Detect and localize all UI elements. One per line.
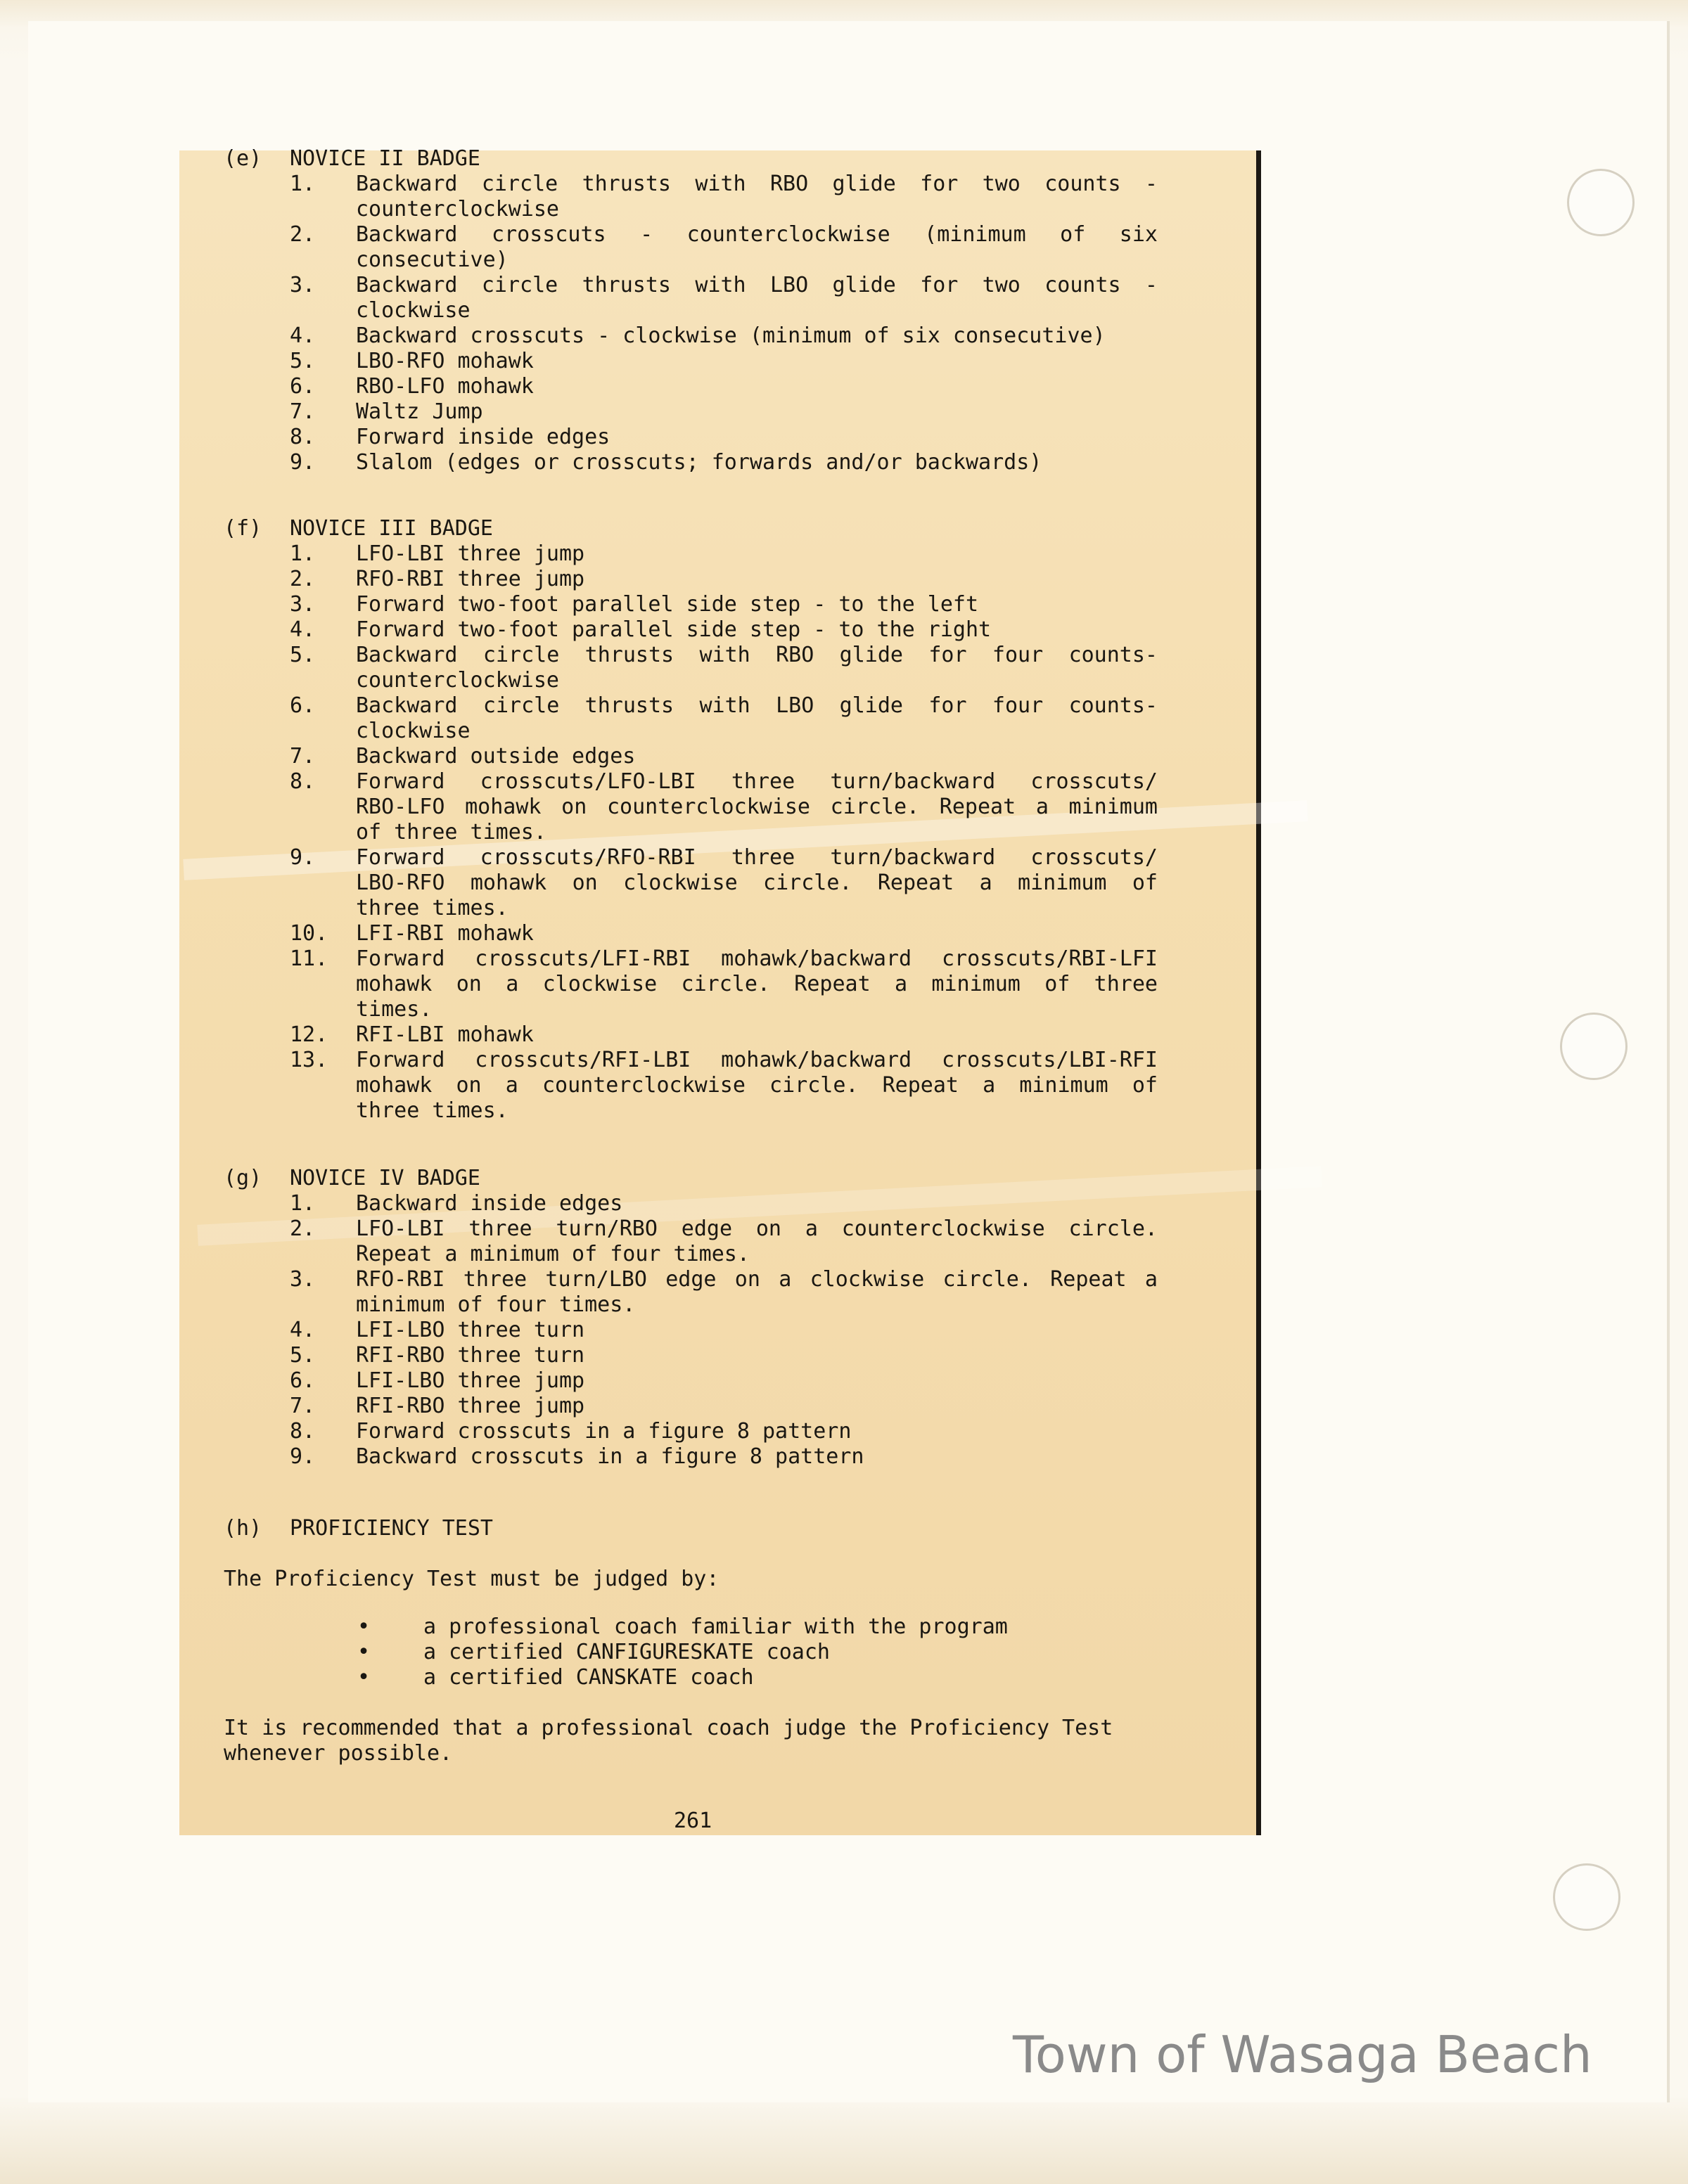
list-item-line: Waltz Jump — [356, 399, 483, 424]
section-label: (e) — [224, 146, 262, 171]
list-item-line: LBO-RFO mohawk on clockwise circle. Repeat a minimum of — [356, 871, 1158, 895]
list-item-line: Backward crosscuts - clockwise (minimum of six consecutive) — [356, 323, 1106, 348]
list-item-line: LFI-LBO three jump — [356, 1368, 585, 1393]
list-item-number: 6. — [290, 374, 316, 399]
list-item-number: 6. — [290, 1368, 316, 1393]
list-item-number: 2. — [290, 1216, 316, 1241]
list-item-line: Repeat a minimum of four times. — [356, 1242, 750, 1266]
list-item-line: Forward crosscuts/LFO-LBI three turn/backward crosscuts/ — [356, 769, 1158, 794]
list-item-line: clockwise — [356, 298, 471, 323]
list-item-number: 8. — [290, 425, 316, 449]
list-item-line: Forward crosscuts/RFO-RBI three turn/backward crosscuts/ — [356, 845, 1158, 870]
list-item-line: three times. — [356, 1098, 509, 1123]
list-item-number: 1. — [290, 172, 316, 196]
list-item-line: Forward two-foot parallel side step - to the left — [356, 592, 979, 617]
list-item-number: 8. — [290, 1419, 316, 1444]
list-item-number: 9. — [290, 450, 316, 475]
list-item-number: 2. — [290, 222, 316, 247]
page-number: 261 — [674, 1809, 712, 1833]
list-item-number: 8. — [290, 769, 316, 794]
list-item-number: 9. — [290, 1444, 316, 1469]
list-item-line: Forward two-foot parallel side step - to the right — [356, 617, 992, 642]
list-item-line: Backward circle thrusts with LBO glide for two counts - — [356, 273, 1158, 297]
list-item-line: RFI-LBI mohawk — [356, 1022, 534, 1047]
list-item-number: 6. — [290, 693, 316, 718]
bullet-item: a certified CANFIGURESKATE coach — [423, 1640, 830, 1664]
list-item-number: 4. — [290, 323, 316, 348]
list-item-number: 2. — [290, 567, 316, 591]
list-item-number: 3. — [290, 1267, 316, 1292]
section-heading: NOVICE III BADGE — [290, 516, 493, 541]
bullet-item: a professional coach familiar with the program — [423, 1614, 1008, 1639]
section-heading: NOVICE IV BADGE — [290, 1166, 480, 1190]
list-item-number: 3. — [290, 592, 316, 617]
list-item-line: consecutive) — [356, 248, 509, 272]
list-item-line: Backward circle thrusts with RBO glide for two counts - — [356, 172, 1158, 196]
list-item-line: Backward crosscuts - counterclockwise (minimum of six — [356, 222, 1158, 247]
section-label: (f) — [224, 516, 262, 541]
list-item-line: mohawk on a counterclockwise circle. Repeat a minimum of — [356, 1073, 1158, 1098]
list-item-line: RBO-LFO mohawk — [356, 374, 534, 399]
punch-hole-top — [1567, 169, 1635, 236]
closing-line: whenever possible. — [224, 1741, 453, 1766]
list-item-line: Backward crosscuts in a figure 8 pattern — [356, 1444, 864, 1469]
list-item-line: counterclockwise — [356, 197, 559, 221]
list-item-line: RFO-RBI three jump — [356, 567, 585, 591]
list-item-number: 9. — [290, 845, 316, 870]
bullet-item: a certified CANSKATE coach — [423, 1665, 754, 1690]
list-item-line: LFO-LBI three turn/RBO edge on a counterclockwise circle. — [356, 1216, 1158, 1241]
punch-hole-bottom — [1553, 1863, 1620, 1931]
list-item-number: 1. — [290, 1191, 316, 1216]
list-item-line: three times. — [356, 896, 509, 920]
list-item-line: counterclockwise — [356, 668, 559, 693]
list-item-line: times. — [356, 997, 433, 1022]
list-item-number: 3. — [290, 273, 316, 297]
list-item-line: RFO-RBI three turn/LBO edge on a clockwise circle. Repeat a — [356, 1267, 1158, 1292]
list-item-line: LFO-LBI three jump — [356, 541, 585, 566]
list-item-line: LBO-RFO mohawk — [356, 349, 534, 373]
list-item-line: mohawk on a clockwise circle. Repeat a minimum of three — [356, 972, 1158, 996]
list-item-number: 5. — [290, 643, 316, 667]
punch-hole-middle — [1560, 1013, 1628, 1080]
list-item-line: Forward crosscuts in a figure 8 pattern — [356, 1419, 852, 1444]
list-item-number: 10. — [290, 921, 328, 946]
list-item-line: Backward circle thrusts with LBO glide for four counts- — [356, 693, 1158, 718]
list-item-number: 7. — [290, 399, 316, 424]
closing-line: It is recommended that a professional coach judge the Proficiency Test — [224, 1716, 1113, 1740]
list-item-number: 1. — [290, 541, 316, 566]
list-item-line: Forward crosscuts/LFI-RBI mohawk/backward crosscuts/RBI-LFI — [356, 946, 1158, 971]
section-heading: NOVICE II BADGE — [290, 146, 480, 171]
list-item-number: 4. — [290, 617, 316, 642]
bullet: • — [357, 1640, 371, 1664]
list-item-line: RFI-RBO three turn — [356, 1343, 585, 1368]
list-item-line: Backward inside edges — [356, 1191, 623, 1216]
bullet: • — [357, 1665, 371, 1690]
list-item-number: 12. — [290, 1022, 328, 1047]
list-item-number: 7. — [290, 744, 316, 769]
list-item-line: LFI-RBI mohawk — [356, 921, 534, 946]
list-item-number: 5. — [290, 349, 316, 373]
section-label: (h) — [224, 1516, 262, 1541]
list-item-number: 7. — [290, 1394, 316, 1418]
bullet: • — [357, 1614, 371, 1639]
list-item-line: Slalom (edges or crosscuts; forwards and/or backwards) — [356, 450, 1042, 475]
list-item-line: RFI-RBO three jump — [356, 1394, 585, 1418]
list-item-line: Forward inside edges — [356, 425, 610, 449]
list-item-line: minimum of four times. — [356, 1292, 636, 1317]
proficiency-intro: The Proficiency Test must be judged by: — [224, 1567, 720, 1591]
list-item-line: Backward outside edges — [356, 744, 636, 769]
list-item-number: 4. — [290, 1318, 316, 1342]
list-item-number: 5. — [290, 1343, 316, 1368]
list-item-number: 13. — [290, 1048, 328, 1072]
list-item-number: 11. — [290, 946, 328, 971]
list-item-line: LFI-LBO three turn — [356, 1318, 585, 1342]
section-heading: PROFICIENCY TEST — [290, 1516, 493, 1541]
list-item-line: clockwise — [356, 719, 471, 743]
list-item-line: Forward crosscuts/RFI-LBI mohawk/backward crosscuts/LBI-RFI — [356, 1048, 1158, 1072]
section-label: (g) — [224, 1166, 262, 1190]
list-item-line: Backward circle thrusts with RBO glide for four counts- — [356, 643, 1158, 667]
page-edge-shadow — [1256, 150, 1261, 1835]
list-item-line: RBO-LFO mohawk on counterclockwise circle. Repeat a minimum — [356, 795, 1158, 819]
list-item-line: of three times. — [356, 820, 546, 844]
watermark: Town of Wasaga Beach — [1013, 2025, 1592, 2084]
